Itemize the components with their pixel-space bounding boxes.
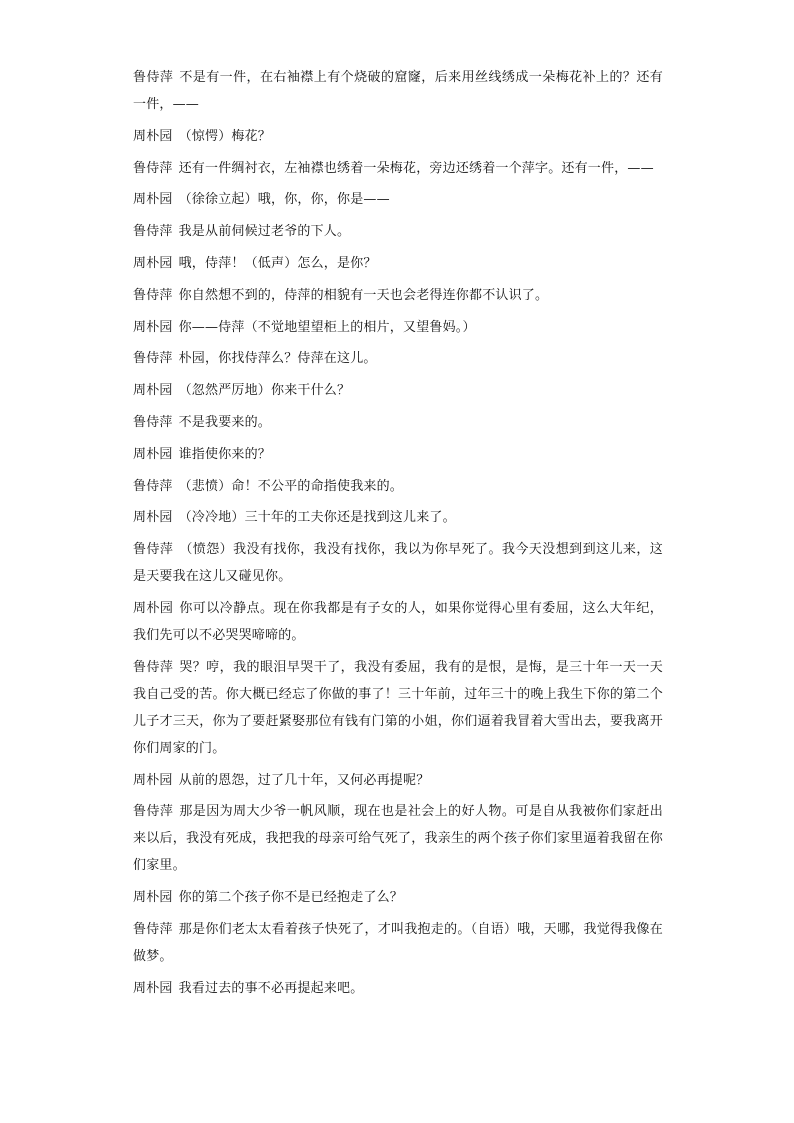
speaker-name: 鲁侍萍 [133, 414, 173, 430]
line-text: 不是有一件，在右袖襟上有个烧破的窟窿，后来用丝线绣成一朵梅花补上的？还有一件，—— [133, 70, 663, 112]
dialogue-line [133, 916, 663, 970]
line-text: 朴园，你找侍萍么？侍萍在这儿。 [178, 351, 377, 367]
dialogue-line [133, 595, 663, 649]
speaker-name: 周朴园 [133, 446, 173, 462]
speaker-name: 周朴园 [133, 980, 173, 996]
line-text: 那是因为周大少爷一帆风顺，现在也是社会上的好人物。可是自从我被你们家赶出来以后，我没有死成，我把我的母亲可给气死了，我亲生的两个孩子你们家里逼着我留在你们家里。 [133, 804, 663, 874]
speaker-name: 鲁侍萍 [133, 224, 173, 240]
line-text: 还有一件绸衬衣，左袖襟也绣着一朵梅花，旁边还绣着一个萍字。还有一件，—— [178, 160, 654, 176]
dialogue-line [133, 473, 663, 500]
speaker-name: 周朴园 [133, 510, 173, 526]
dialogue-line [133, 345, 663, 372]
speaker-name: 鲁侍萍 [133, 542, 174, 558]
speaker-name: 周朴园 [133, 772, 173, 788]
speaker-name: 鲁侍萍 [133, 287, 173, 303]
dialogue-line [133, 250, 663, 277]
dialogue-line [133, 314, 663, 341]
speaker-name: 周朴园 [133, 890, 173, 906]
dialogue-line [133, 654, 663, 762]
line-text: 哦，侍萍！（低声）怎么，是你？ [178, 255, 377, 271]
speaker-name: 周朴园 [133, 383, 173, 399]
line-text: 你可以冷静点。现在你我都是有子女的人，如果你觉得心里有委屈，这么大年纪，我们先可以不必哭哭啼啼的。 [133, 600, 663, 643]
dialogue-line [133, 282, 663, 309]
speaker-name: 周朴园 [133, 192, 173, 208]
dialogue-line [133, 504, 663, 531]
speaker-name: 鲁侍萍 [133, 921, 173, 937]
script-page [133, 64, 663, 1007]
dialogue-line [133, 975, 663, 1002]
speaker-name: 周朴园 [133, 600, 174, 616]
speaker-name: 周朴园 [133, 319, 173, 335]
dialogue-line [133, 441, 663, 468]
line-text: （愤怨）我没有找你，我没有找你，我以为你早死了。我今天没想到到这儿来，这是天要我在这儿又碰见你。 [133, 542, 663, 585]
dialogue-line [133, 767, 663, 794]
line-text: 我看过去的事不必再提起来吧。 [178, 980, 364, 996]
speaker-name: 周朴园 [133, 128, 173, 144]
dialogue-line [133, 123, 663, 150]
line-text: 从前的恩怨，过了几十年，又何必再提呢？ [178, 772, 430, 788]
dialogue-line [133, 377, 663, 404]
line-text: （忽然严厉地）你来干什么？ [178, 383, 351, 399]
line-text: （悲愤）命！不公平的命指使我来的。 [178, 478, 404, 494]
line-text: 你——侍萍（不觉地望望柜上的相片，又望鲁妈。） [178, 319, 476, 335]
line-text: （徐徐立起）哦，你，你，你是—— [178, 192, 390, 208]
dialogue-line [133, 155, 663, 182]
dialogue-line [133, 884, 663, 911]
dialogue-line [133, 218, 663, 245]
dialogue-line [133, 536, 663, 590]
line-text: 那是你们老太太看着孩子快死了，才叫我抱走的。（自语）哦，天哪，我觉得我像在做梦。 [133, 921, 663, 964]
speaker-name: 周朴园 [133, 255, 173, 271]
line-text: 我是从前伺候过老爷的下人。 [178, 224, 351, 240]
line-text: 你的第二个孩子你不是已经抱走了么？ [178, 890, 404, 906]
speaker-name: 鲁侍萍 [133, 70, 174, 85]
line-text: 谁指使你来的？ [178, 446, 272, 462]
dialogue-line [133, 409, 663, 436]
line-text: （冷冷地）三十年的工夫你还是找到这儿来了。 [178, 510, 456, 526]
line-text: （惊愕）梅花？ [178, 128, 272, 144]
line-text: 不是我要来的。 [178, 414, 272, 430]
dialogue-line [133, 64, 663, 118]
speaker-name: 鲁侍萍 [133, 804, 174, 820]
speaker-name: 鲁侍萍 [133, 351, 173, 367]
line-text: 哭？哼，我的眼泪早哭干了，我没有委屈，我有的是恨，是悔，是三十年一天一天我自己受的苦。你大概已经忘了你做的事了！三十年前，过年三十的晚上我生下你的第二个儿子才三天，你为了要赶紧娶那位有钱有门第的小姐，你们逼着我冒着大雪出去，要我离开你们周家的门。 [133, 659, 663, 756]
speaker-name: 鲁侍萍 [133, 160, 173, 176]
speaker-name: 鲁侍萍 [133, 478, 173, 494]
dialogue-line [133, 798, 663, 879]
speaker-name: 鲁侍萍 [133, 659, 174, 675]
dialogue-line [133, 186, 663, 213]
line-text: 你自然想不到的，侍萍的相貌有一天也会老得连你都不认识了。 [178, 287, 549, 303]
